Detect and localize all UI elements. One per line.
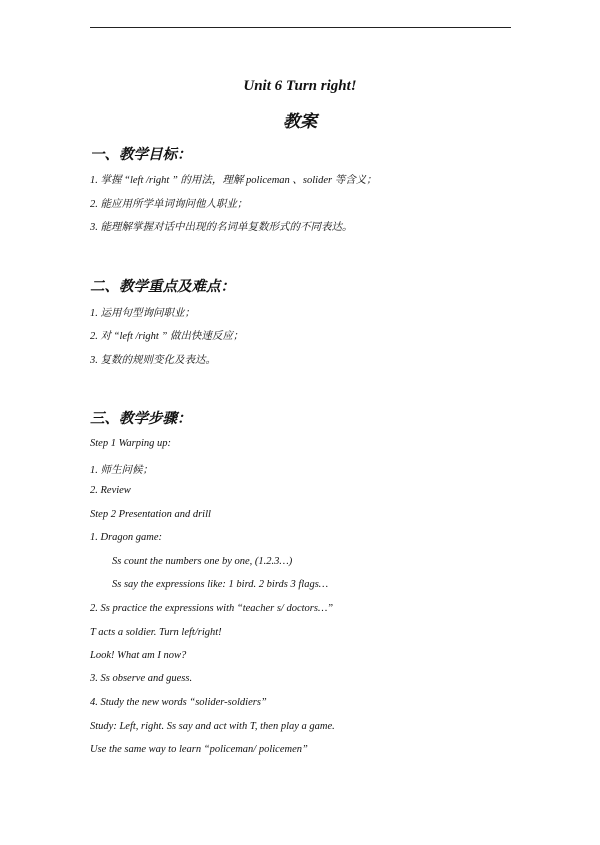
- key-point-line-3: 3. 复数的规则变化及表达。: [90, 355, 216, 366]
- step-line-9: T acts a soldier. Turn left/right!: [90, 627, 222, 638]
- objective-line-2: 2. 能应用所学单词询问他人职业；: [90, 199, 248, 210]
- section-heading-key-points: 二、教学重点及难点：: [90, 279, 235, 295]
- step-line-4: Step 2 Presentation and drill: [90, 509, 211, 520]
- step-line-13: Study: Left, right. Ss say and act with T, then play a game.: [90, 721, 335, 732]
- step-line-14: Use the same way to learn “policeman/ policemen”: [90, 744, 308, 755]
- objective-line-1: 1. 掌握 “left /right ” 的用法，理解 policeman 、solider 等含义；: [90, 175, 377, 186]
- step-line-2: 1. 师生问候；: [90, 465, 153, 476]
- key-point-line-1: 1. 运用句型询问职业；: [90, 308, 195, 319]
- step-line-12: 4. Study the new words “solider-soldiers”: [90, 697, 267, 708]
- step-line-8: 2. Ss practice the expressions with “teacher s/ doctors…”: [90, 603, 334, 614]
- objective-line-3: 3. 能理解掌握对话中出现的名词单复数形式的不同表达。: [90, 222, 353, 233]
- key-point-line-2: 2. 对 “left /right ” 做出快速反应；: [90, 331, 244, 342]
- step-line-10: Look! What am I now?: [90, 650, 187, 661]
- step-line-1: Step 1 Warping up:: [90, 438, 171, 449]
- document-title: Unit 6 Turn right!: [243, 78, 357, 94]
- header-rule: [90, 27, 511, 28]
- step-line-5: 1. Dragon game:: [90, 532, 163, 543]
- document-subtitle: 教案: [283, 112, 317, 131]
- section-heading-objectives: 一、教学目标：: [90, 147, 192, 163]
- step-line-3: 2. Review: [90, 485, 131, 496]
- step-line-6: Ss count the numbers one by one, (1.2.3…): [112, 556, 293, 567]
- step-line-11: 3. Ss observe and guess.: [90, 673, 193, 684]
- step-line-7: Ss say the expressions like: 1 bird. 2 birds 3 flags…: [112, 579, 329, 590]
- section-heading-steps: 三、教学步骤：: [90, 411, 192, 427]
